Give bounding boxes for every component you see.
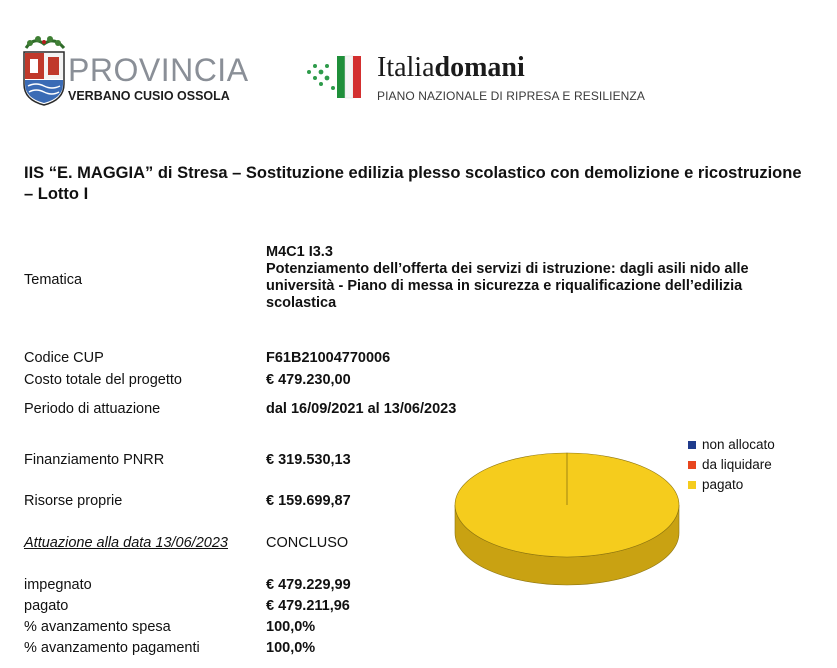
pagato-value: € 479.211,96 [266,598,350,614]
avanzamento-pagamenti-value: 100,0% [266,640,316,656]
legend-label-pagato: pagato [702,477,744,492]
avanzamento-spesa-value: 100,0% [266,619,316,635]
laurel-crown-icon [26,36,64,48]
shield-icon [24,52,64,105]
tematica-description: Potenziamento dell’offerta dei servizi di istruzione: dagli asili nido alle università - Piano di messa in sicurezza e riqualificazione dell’edilizia scolastica [266,261,749,311]
pagato-label: pagato [24,598,69,614]
cup-label: Codice CUP [24,350,104,366]
periodo-label: Periodo di attuazione [24,401,161,417]
italiadomani-wordmark [377,54,525,82]
legend-swatch-non-allocato [688,441,696,449]
legend-label-da-liquidare: da liquidare [702,457,772,472]
tematica-label: Tematica [24,272,83,288]
legend-swatch-pagato [688,481,696,489]
legend-swatch-da-liquidare [688,461,696,469]
legend-label-non-allocato: non allocato [702,437,775,452]
pie-chart [452,450,682,590]
costo-value: € 479.230,00 [266,372,351,388]
italia-word: Italia [377,52,435,83]
avanzamento-pagamenti-label: % avanzamento pagamenti [24,640,200,656]
costo-label: Costo totale del progetto [24,372,182,388]
chart-legend [688,437,828,497]
risorse-value: € 159.699,87 [266,493,351,509]
impegnato-value: € 479.229,99 [266,577,351,593]
domani-word: domani [434,52,525,83]
attuazione-value: CONCLUSO [266,535,349,551]
provincia-subtitle: VERBANO CUSIO OSSOLA [68,89,230,103]
avanzamento-spesa-label: % avanzamento spesa [24,619,171,635]
italiadomani-subtitle: PIANO NAZIONALE DI RIPRESA E RESILIENZA [377,89,645,103]
italiadomani-logo-icon [303,52,365,102]
tematica-value [266,244,811,312]
attuazione-label: Attuazione alla data 13/06/2023 [24,535,228,551]
pnrr-label: Finanziamento PNRR [24,452,165,468]
periodo-value: dal 16/09/2021 al 13/06/2023 [266,401,457,417]
tematica-code: M4C1 I3.3 [266,244,333,260]
impegnato-label: impegnato [24,577,92,593]
risorse-label: Risorse proprie [24,493,123,509]
cup-value: F61B21004770006 [266,350,391,366]
provincia-wordmark: PROVINCIA [68,52,249,88]
project-title: IIS “E. MAGGIA” di Stresa – Sostituzione edilizia plesso scolastico con demolizione e ricostruzione – Lotto I [24,164,802,203]
pnrr-value: € 319.530,13 [266,452,351,468]
